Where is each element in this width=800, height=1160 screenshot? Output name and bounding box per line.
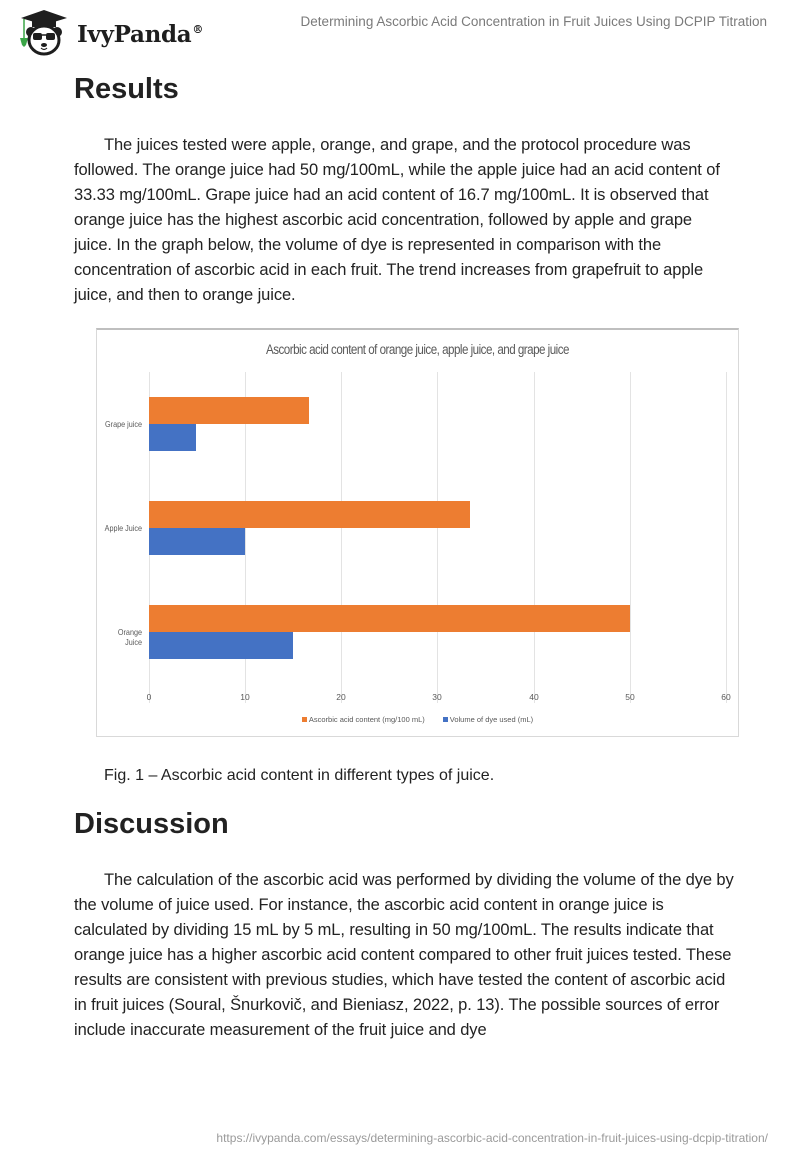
chart-title: Ascorbic acid content of orange juice, apple juice, and grape juice <box>266 342 569 357</box>
x-tick-0: 0 <box>146 692 152 702</box>
legend-item-ascorbic <box>302 715 425 724</box>
panda-graduate-icon <box>15 8 73 56</box>
x-tick-30: 30 <box>432 692 442 702</box>
gridline-30 <box>437 372 438 703</box>
x-tick-40: 40 <box>529 692 539 702</box>
results-heading: Results <box>74 73 179 105</box>
x-tick-50: 50 <box>625 692 635 702</box>
page-header <box>0 0 800 60</box>
legend-label-ascorbic: Ascorbic acid content (mg/100 mL) <box>308 715 425 724</box>
gridline-50 <box>630 372 631 703</box>
bar-orange-dye <box>149 632 293 659</box>
x-tick-20: 20 <box>336 692 346 702</box>
results-paragraph: The juices tested were apple, orange, and grape, and the protocol procedure was followed. The orange juice had 50 mg/100mL, while the apple juice had an acid content of 33.33 mg/100mL. Grape juice had an acid content of 16.7 mg/100mL. It is observed that orange juice has the highest ascorbic acid concentration, followed by apple and grape juice. In the graph below, the volume of dye is represented in comparison with the concentration of ascorbic acid in each fruit. The trend increases from grapefruit to apple juice, and then to orange juice. <box>74 136 720 304</box>
bar-chart <box>96 328 739 737</box>
gridline-60 <box>726 372 727 703</box>
gridline-20 <box>341 372 342 703</box>
bar-grape-ascorbic <box>149 397 309 424</box>
bar-apple-ascorbic <box>149 501 470 528</box>
bar-grape-dye <box>149 424 196 451</box>
discussion-paragraph: The calculation of the ascorbic acid was performed by dividing the volume of the dye by the volume of juice used. For instance, the ascorbic acid content in orange juice is calculated by dividing 15 mL by 5 mL, resulting in 50 mg/100mL. The results indicate that orange juice has a higher ascorbic acid content compared to other fruit juices tested. These results are consistent with previous studies, which have tested the content of ascorbic acid in fruit juices (Soural, Šnurkovič, and Bieniasz, 2022, p. 13). The possible sources of error include inaccurate measurement of the fruit juice and dye <box>74 871 734 1039</box>
legend-label-dye: Volume of dye used (mL) <box>449 715 534 724</box>
category-label-grape: Grape juice <box>105 419 142 429</box>
legend-swatch-orange <box>302 717 307 722</box>
bar-orange-ascorbic <box>149 605 630 632</box>
legend-item-dye <box>443 715 533 724</box>
document-title: Determining Ascorbic Acid Concentration in Fruit Juices Using DCPIP Titration <box>300 14 767 29</box>
logo-text: IvyPanda® <box>77 20 204 48</box>
legend-swatch-blue <box>443 717 448 722</box>
ivypanda-logo[interactable] <box>15 8 203 56</box>
chart-legend <box>97 715 738 724</box>
bar-apple-dye <box>149 528 245 555</box>
x-tick-10: 10 <box>240 692 250 702</box>
x-tick-60: 60 <box>721 692 731 702</box>
category-label-apple: Apple Juice <box>104 523 142 533</box>
source-url-link[interactable]: https://ivypanda.com/essays/determining-ascorbic-acid-concentration-in-fruit-juices-using-dcpip-titration/ <box>216 1131 768 1145</box>
category-label-orange: Orange Juice <box>117 627 142 647</box>
discussion-heading: Discussion <box>74 808 229 840</box>
gridline-40 <box>534 372 535 703</box>
figure-caption: Fig. 1 – Ascorbic acid content in different types of juice. <box>104 767 495 784</box>
